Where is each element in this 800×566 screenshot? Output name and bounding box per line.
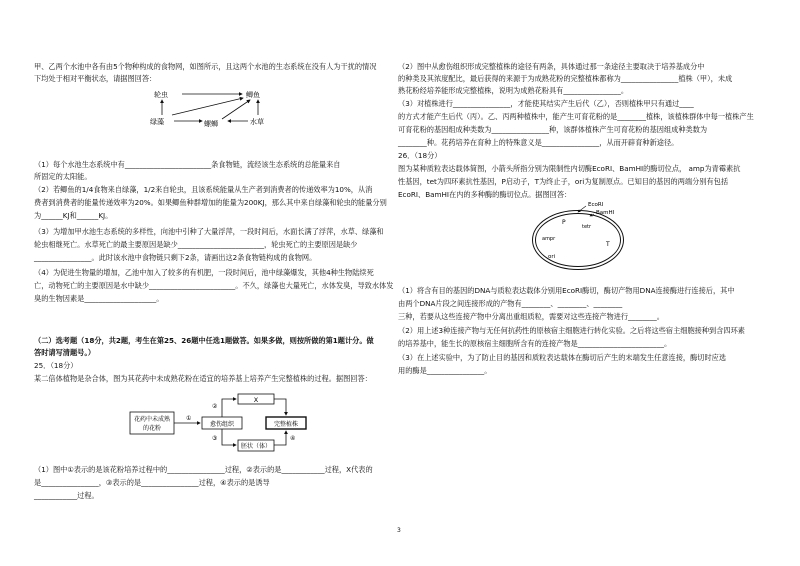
- q4-line2: 亡，动物死亡的主要原因是水中缺少________________________。不久，绿藻也大量死亡，水体发臭，导致水体发: [34, 281, 394, 290]
- culture-process-diagram: [128, 392, 328, 454]
- left-intro-1: 甲、乙两个水池中各有由5个物种构成的食物网，如图所示，且这两个水池的生态系统在没有人为干扰的情况: [34, 62, 377, 71]
- r-line-17: （3）在上述实验中，为了防止目的基因和质粒表达载体在酶切后产生的末端发生任意连接，酶切时应选: [398, 353, 727, 362]
- r-line-7: ________种。花药培养在育种上的特殊意义是________________，从而开辟育种新途径。: [398, 138, 679, 147]
- q25-intro: 某二倍体植物是杂合体，图为其花药中未成熟花粉在适宜的培养基上培养产生完整植株的过程。据图回答：: [34, 374, 372, 383]
- box-anther-label-2: 的花粉: [142, 425, 162, 432]
- r-line-1: （2）图中从愈伤组织形成完整植株的途径有两条，具体通过那一条途径主要取决于培养基成分中: [398, 62, 705, 71]
- left-intro-2: 下均处于相对平衡状态，请据图回答：: [34, 74, 157, 83]
- ori-label: ori: [548, 254, 556, 260]
- r-line-11: EcoRⅠ、BamHⅠ在内的多种酶的酶切位点。据图回答：: [398, 190, 572, 199]
- step-4: ④: [290, 435, 296, 442]
- step-2: ②: [212, 403, 218, 410]
- r-line-18: 用的酶是________________。: [398, 366, 492, 375]
- terminator-label: T: [606, 241, 610, 248]
- node-rotifer: 轮虫: [154, 91, 168, 99]
- ecori-site: EcoRⅠ: [588, 202, 604, 208]
- food-web-diagram: [150, 86, 280, 130]
- r-line-13: 由两个DNA片段之间连接形成的产物有________、________、________: [398, 299, 623, 308]
- box-callus: 愈伤组织: [209, 421, 235, 428]
- box-x: X: [253, 396, 259, 404]
- box-embryoid: 胚状（体）: [240, 443, 272, 450]
- promoter-label: P: [562, 219, 566, 226]
- q4-line3: 臭的生物因素是____________________。: [34, 294, 164, 303]
- node-crucian: 鲫鱼: [246, 91, 260, 99]
- r-line-3: 熟花粉经培养能形成完整植株，说明为成熟花粉具有________________。: [398, 86, 629, 95]
- q25-title: 25．（18分）: [34, 361, 78, 370]
- q2-line3: 为______KJ和______KJ。: [34, 211, 113, 220]
- q25-a1-line1: （1）图中①表示的是该花粉培养过程中的________________过程，②表示的是____________过程，X代表的: [34, 465, 373, 474]
- section-heading-1: （二）选考题（18分，共2题，考生在第25、26题中任选1题做答。如果多做，则按所做的第1题计分。做: [34, 336, 374, 345]
- r-line-15: （2）用上述3种连接产物与无任何抗药性的原核宿主细胞进行转化实验。之后将这些宿主细胞接种到含四环素: [398, 326, 745, 335]
- box-anther-label-1: 花药中未成熟: [133, 416, 171, 423]
- section-heading-2: 答时请写清题号。）: [34, 348, 96, 357]
- r-line-9: 图为某种质粒表达载体简图，小箭头所指分别为限制性内切酶EcoRⅠ、BamHⅠ的酶切位点， amp为青霉素抗: [398, 164, 741, 173]
- q25-a1-line3: ____________过程。: [34, 491, 99, 500]
- q1-line1: （1）每个水池生态系统中有________________________条食物链，流经该生态系统的总能量来自: [34, 160, 341, 169]
- q3-line3: ________________。此时该水池中食物链只剩下2条，请画出这2条食物链构成的食物网。: [34, 253, 317, 262]
- q1-line2: 所固定的太阳能。: [34, 172, 92, 181]
- q3-line2: 轮虫相继死亡。水草死亡的最主要原因是缺少________________________，轮虫死亡的主要原因是缺少: [34, 240, 358, 249]
- node-waterweed: 水草: [250, 118, 264, 126]
- r-line-16: 的培养基中，能生长的原核宿主细胞所含有的连接产物是________________________。: [398, 339, 672, 348]
- r-line-6: 可育花粉的基因组成种类数为________________种，该群体植株产生可育花粉的基因组成种类数为: [398, 125, 708, 134]
- r-line-14: 三种，若要从这些连接产物中分离出重组质粒，需要对这些连接产物进行________。: [398, 312, 664, 321]
- r-line-5: 的方式才能产生后代（丙）。乙、丙两种植株中，能产生可育花粉的是________植株，该植株群体中每一植株产生: [398, 112, 754, 121]
- r-line-12: （1）将含有目的基因的DNA与质粒表达载体分别用EcoRⅠ酶切，酶切产物用DNA连接酶进行连接后，其中: [398, 286, 735, 295]
- step-3: ③: [212, 435, 218, 442]
- bamhi-site: BamHⅠ: [596, 210, 615, 216]
- step-1: ①: [186, 415, 192, 422]
- node-snail: 螺蛳: [204, 120, 218, 128]
- q2-line2: 费者到消费者的能量传递效率为20%。如果鲫鱼种群增加的能量为200KJ，那么其中来自绿藻和轮虫的能量分别: [34, 198, 387, 207]
- q26-title: 26．（18分）: [398, 151, 442, 160]
- r-line-2: 的种类及其浓度配比，最后获得的来源于为成熟花粉的完整植株都称为________________植株（甲），未成: [398, 74, 733, 83]
- page-number: 3: [397, 527, 401, 534]
- r-line-4: （3）对植株进行________________，才能使其结实产生后代（乙），否则植株甲只有通过____: [398, 99, 694, 108]
- box-whole-plant: 完整植株: [273, 421, 299, 428]
- q25-a1-line2: 是________________，③表示的是________________过程，④表示的是诱导: [34, 478, 270, 487]
- node-green-algae: 绿藻: [150, 118, 164, 126]
- q2-line1: （2）若鲫鱼的1/4食物来自绿藻，1/2来自轮虫，且该系统能量从生产者到消费者的传递效率为10%，从消: [34, 185, 373, 194]
- plasmid-diagram: [518, 196, 648, 276]
- q3-line1: （3）为增加甲水池生态系统的多样性，向池中引种了大量浮萍，一段时间后，水面长满了浮萍，水草、绿藻和: [34, 227, 384, 236]
- amp-label: ampr: [542, 236, 556, 242]
- q4-line1: （4）为促进生物量的增加，乙池中加入了较多的有机肥，一段时间后，池中绿藻爆发，其他4种生物陆续死: [34, 268, 374, 277]
- tet-label: tetr: [582, 224, 592, 230]
- r-line-10: 性基因，tet为四环素抗性基因，P启动子，T为终止子，ori为复制原点。已知目的基因的两端分别有包括: [398, 177, 729, 186]
